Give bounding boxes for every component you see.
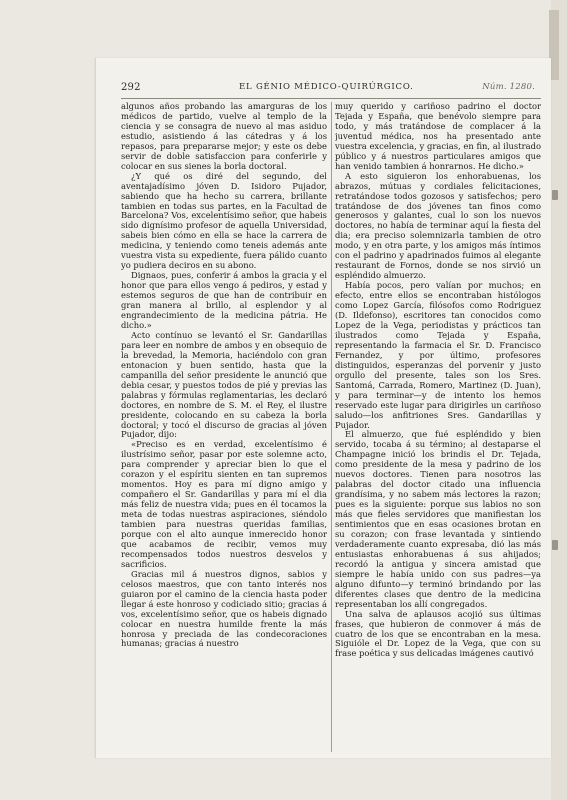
- text-column-right: [335, 102, 541, 754]
- paragraph: «Preciso es en verdad, excelentísimo é ilustrísimo señor, pasar por este solemne acto, para comprender y apreciar bien lo que el corazon y el espíritu sienten en tan supremos momentos. Hoy es para mí digno amigo y compañero el Sr. Gandarillas y para mí el dia más feliz de nuestra vida; pues en él tocamos la meta de todas nuestras aspiraciones, siéndolo tambien para nuestras queridas familias, porque con el alto aunque inmerecido honor que acabamos de recibir, vemos muy recompensados todos nuestros desvelos y sacrificios.: [121, 439, 327, 569]
- paragraph: Dignaos, pues, conferir á ambos la gracia y el honor que para ellos vengo á pediros, y estad y estemos seguros de que han de contribuir en gran manera al brillo, al esplendor y al engrandecimiento de la medicina pátria. He dicho.»: [121, 270, 327, 330]
- paragraph: Gracias mil á nuestros dignos, sabios y celosos maestros, que con tanto interés nos guiaron por el camino de la ciencia hasta poder llegar á este honroso y codiciado sitio; gracias á vos, excelentísimo señor, que os habeis dignado colocar en nuestra humilde frente la más honrosa y preciada de las condecoraciones humanas; gracias á nuestro: [121, 568, 327, 649]
- journal-title: EL GÉNIO MÉDICO-QUIRÚRGICO.: [239, 82, 414, 92]
- column-divider: [331, 102, 332, 752]
- binding-hole: [552, 190, 558, 200]
- paragraph: El almuerzo, que fué espléndido y bien servido, tocaba á su término; al destaparse el Champagne inició los brindis el Dr. Tejada, como presidente de la mesa y padrino de los nuevos doctores. Tienen para nosotros las palabras del doctor citado una influencia grandísima, y no sabem más lectores la razon; pues es la siguiente: porque sus labios no son más que fieles servidores que manifiestan los sentimientos que en esas ocasiones brotan en su corazon; con frase levantada y sintiendo verdaderamente cuanto expresaba, dió las más entusiastas enhorabuenas á sus ahijados; recordó la antigua y sincera amistad que siempre le había unido con sus padres—ya alguno difunto—y terminó brindando por las diferentes clases que dentro de la medicina representaban los allí congregados.: [335, 429, 541, 609]
- paragraph: Acto contínuo se levantó el Sr. Gandarillas para leer en nombre de ambos y en obsequio de la brevedad, la Memoria, haciéndolo con gran entonacion y buen sentido, hasta que la campanilla del señor presidente le anunció que debia cesar, y puestos todos de pié y previas las palabras y fórmulas reglamentarias, les declaró doctores, en nombre de S. M. el Rey, el ilustre presidente, colocando en su cabeza la borla doctoral; y tocó el discurso de gracias al jóven Pujador, dijo:: [121, 329, 327, 440]
- journal-page: [95, 58, 551, 758]
- paragraph: Había pocos, pero valían por muchos; en efecto, entre ellos se encontraban histólogos como Lopez García, filósofos como Rodriguez (D. Ildefonso), escritores tan conocidos como Lopez de la Vega, periodistas y prácticos tan ilustrados como Tejada y España, representando la farmacia el Sr. D. Francisco Fernandez, y por último, profesores distinguidos, esperanzas del porvenir y justo orgullo del presente, tales son los Sres. Santomá, Carrada, Romero, Martinez (D. Juan), y para terminar—y de intento los hemos reservado este lugar para dirigirles un cariñoso saludo—los anfitriones Sres. Gandarillas y Pujador.: [335, 280, 541, 430]
- paragraph: muy querido y cariñoso padrino el doctor Tejada y España, que benévolo siempre para todo, y más tratándose de complacer á la juventud médica, nos ha presentado ante vuestra excelencia, y gracias, en fin, al ilustrado público y á nuestros particulares amigos que han venido tambien á honrarnos. He dicho.»: [335, 102, 541, 171]
- paragraph: ¿Y qué os diré del segundo, del aventajadísimo jóven D. Isidoro Pujador, sabiendo que ha hecho su carrera, brillante tambien en todas sus partes, en la Facultad de Barcelona? Vos, excelentísimo señor, que habeis sido dignísimo profesor de aquella Universidad, sabeis bien cómo en ella se hace la carrera de medicina, y teniendo como teneis además ante vuestra vista su expediente, fuera pálido cuanto yo pudiera deciros en su abono.: [121, 170, 327, 271]
- paragraph: algunos años probando las amarguras de los médicos de partido, vuelve al templo de la ciencia y se consagra de nuevo al mas asiduo estudio, asistiendo á las cátedras y á los repasos, para prepararse mejor; y este os debe servir de doble satisfaccion para conferirle y colocar en sus sienes la borla doctoral.: [121, 102, 327, 171]
- issue-number: Núm. 1280.: [482, 82, 535, 92]
- text-column-left: [121, 102, 327, 754]
- running-header: [121, 82, 541, 96]
- binding-hole: [552, 540, 558, 550]
- page-number: 292: [121, 82, 141, 93]
- header-rule: [121, 98, 541, 99]
- paragraph: Una salva de aplausos acojió sus últimas frases, que hubieron de conmover á más de cuatro de los que se encontraban en la mesa. Siguióle el Dr. Lopez de la Vega, que con su frase poética y sus delicadas imágenes cautivó: [335, 608, 541, 659]
- scan-edge: [551, 0, 567, 800]
- paragraph: A esto siguieron los enhorabuenas, los abrazos, mútuas y cordiales felicitaciones, retratándose todos gozosos y satisfechos; pero tratándose de dos jóvenes tan finos como generosos y galantes, cual lo son los nuevos doctores, no había de terminar aquí la fiesta del dia; era preciso solemnizarla tambien de otro modo, y en otra parte, y los amigos más íntimos con el padrino y apadrinados fuimos al elegante restaurant de Fornos, donde se nos sirvió un espléndido almuerzo.: [335, 170, 541, 281]
